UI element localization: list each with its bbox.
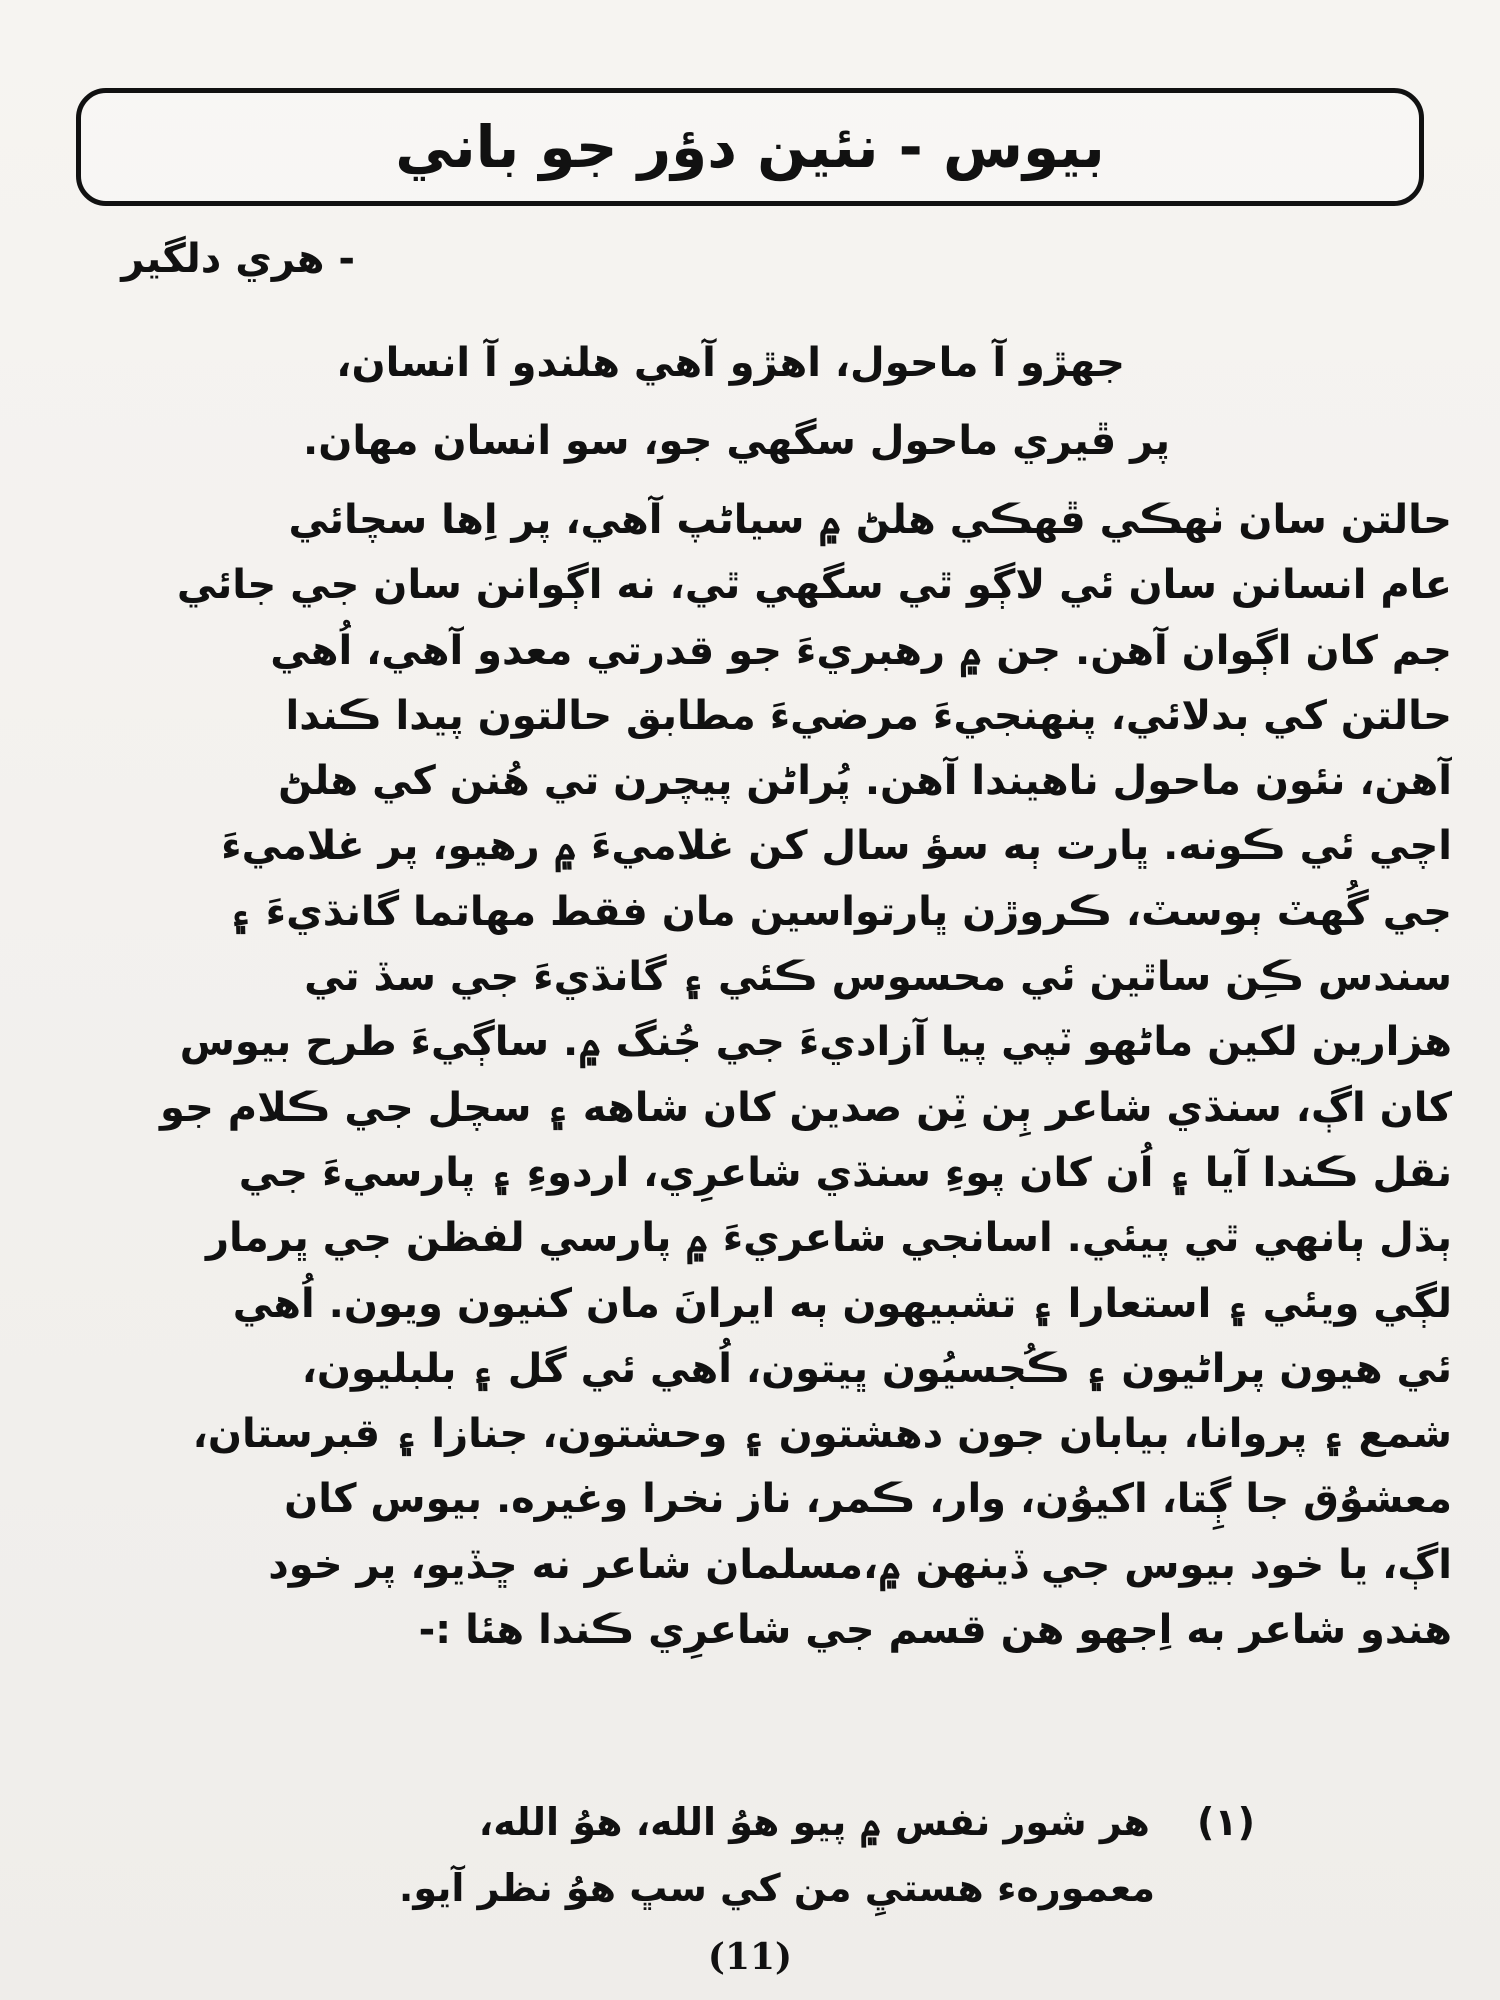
page-number: (11): [707, 1936, 793, 1978]
body-line: نقل ڪندا آيا ۽ اُن کان پوءِ سنڌي شاعرِي، اردوءِ ۽ پارسيءَ جي: [238, 1149, 1452, 1196]
body-line: حالتن سان ٺهڪي ڦهڪي هلڻ ۾ سياڻپ آهي، پر اِها سچائي: [288, 497, 1452, 543]
body-line: جي گُهٽ ٻوسٽ، ڪروڙن ڀارتواسين مان فقط مهاتما گانڌيءَ ۽: [228, 888, 1452, 935]
body-line: عام انسانن سان ئي لاڳو ٿي سگهي ٿي، نه اڳوانن سان جي جائي: [176, 562, 1452, 609]
quote-text-1: هر شور نفس ۾ پيو هوُ الله، هوُ الله،: [478, 1800, 1150, 1844]
title-frame: [76, 88, 1424, 206]
quote-number: (۱): [1197, 1800, 1255, 1844]
quote-line-2: معمورهء هستيِ من کي سڀ هوُ نظر آيو.: [398, 1866, 1155, 1910]
body-line: لڳي ويئي ۽ استعارا ۽ تشبيهون ٻه ايرانَ مان کنيون ويون. اُهي: [232, 1280, 1452, 1327]
author-name: - هري دلگير: [121, 236, 355, 282]
body-line: معشوُق جا ڳِتا، اکيوُن، وار، ڪمر، ناز نخرا وغيره. بيوس کان: [284, 1476, 1452, 1523]
body-paragraph: [48, 488, 1452, 1663]
body-line: هزارين لکين ماڻهو ٽپي پيا آزاديءَ جي جُنگ ۾. ساڳيءَ طرح بيوس: [179, 1019, 1452, 1066]
body-line: ٻڌل ٻانهي ٿي پيئي. اسانجي شاعريءَ ۾ پارسي لفظن جي ڀرمار: [206, 1215, 1452, 1262]
body-line: سندس ڪِن ساٿين ئي محسوس ڪئي ۽ گانڌيءَ جي سڏ تي: [304, 954, 1452, 1001]
page-title: بيوس - نئين دؤر جو باني: [395, 113, 1105, 181]
body-line: کان اڳ، سنڌي شاعر ٻِن ٽِن صدين کان شاهه ۽ سچل جي ڪلام جو: [159, 1084, 1452, 1131]
body-line: حالتن کي بدلائي، پنهنجيءَ مرضيءَ مطابق حالتون پيدا ڪندا: [285, 692, 1452, 739]
quote-line-1: [479, 1800, 1255, 1844]
body-line: آهن، نئون ماحول ناهيندا آهن. پُراڻن پيچرن تي هُنن کي هلڻ: [278, 758, 1452, 805]
verse-line-1: جهڙو آ ماحول، اهڙو آهي هلندو آ انسان،: [336, 340, 1125, 386]
body-line: اڳ، يا خود بيوس جي ڏينهن ۾،مسلمان شاعر نه ڇڏيو، پر خود: [268, 1541, 1452, 1588]
body-line: شمع ۽ پروانا، بيابان جون دهشتون ۽ وحشتون، جنازا ۽ قبرستان،: [192, 1411, 1452, 1458]
body-line: ئي هيون پراڻيون ۽ ڪُجسيُون ڀيتون، اُهي ئي گل ۽ بلبليون،: [301, 1345, 1452, 1392]
body-line: هندو شاعر به اِجهو هن قسم جي شاعرِي ڪندا هئا :-: [418, 1607, 1452, 1654]
body-line: اچي ئي ڪونه. ڀارت ٻه سؤ سال کن غلاميءَ ۾ رهيو، پر غلاميءَ: [221, 823, 1452, 870]
verse-line-2: پر ڦيري ماحول سگهي جو، سو انسان مهان.: [303, 418, 1170, 464]
body-line: جم کان اڳوان آهن. جن ۾ رهبريءَ جو قدرتي معدو آهي، اُهي: [270, 627, 1452, 674]
